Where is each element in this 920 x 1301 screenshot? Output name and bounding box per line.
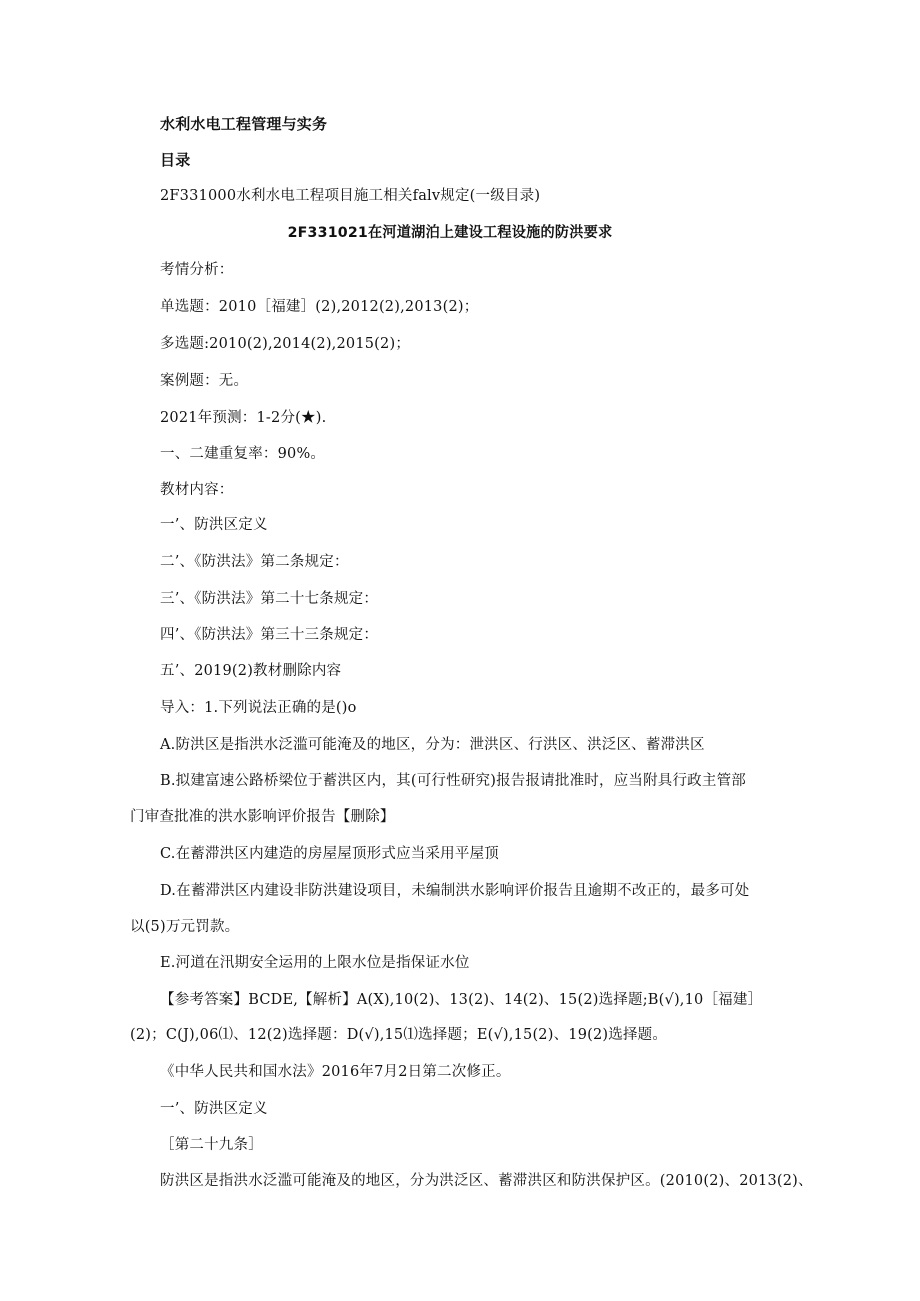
option-d-continued: 以(5)万元罚款。 <box>130 919 240 935</box>
answer-line-continued: (2)；C(J),06⑴、12(2)选择题：D(√),15⑴选择题；E(√),15(2)、19(2)选择题。 <box>130 1027 668 1043</box>
option-b-continued: 门审查批准的洪水影响评价报告【删除】 <box>130 809 395 825</box>
text-line: 一、二建重复率：90%。 <box>160 446 326 462</box>
text-line: 四’、《防洪法》第三十三条规定： <box>160 627 379 643</box>
text-line: 考情分析： <box>160 262 234 278</box>
toc-heading: 目录 <box>160 151 191 169</box>
text-line: ［第二十九条］ <box>160 1137 263 1153</box>
text-line: 一’、防洪区定义 <box>160 1101 268 1117</box>
text-line: 单选题：2010［福建］(2),2012(2),2013(2)； <box>160 299 479 315</box>
text-line: 五’、2019(2)教材删除内容 <box>160 663 342 679</box>
text-line: 二’、《防洪法》第二条规定： <box>160 554 349 570</box>
section-title: 2F331021在河道湖泊上建设工程设施的防洪要求 <box>287 225 613 241</box>
question-intro: 导入：1.下列说法正确的是()o <box>160 700 357 716</box>
text-line: 案例题：无。 <box>160 373 249 389</box>
option-b: B.拟建富速公路桥梁位于蓄洪区内，其(可行性研究)报告报请批准时，应当附具行政主管部 <box>160 773 746 789</box>
text-line: 教材内容： <box>160 482 234 498</box>
document-title: 水利水电工程管理与实务 <box>160 115 328 133</box>
text-line: 防洪区是指洪水泛滥可能淹及的地区，分为洪泛区、蓄滞洪区和防洪保护区。(2010(2)、2013(2)、 <box>160 1173 813 1189</box>
answer-line: 【参考答案】BCDE,【解析】A(X),10(2)、13(2)、14(2)、15(2)选择题;B(√),10［福建］ <box>160 992 763 1008</box>
text-line: 一’、防洪区定义 <box>160 517 268 533</box>
option-a: A.防洪区是指洪水泛滥可能淹及的地区，分为：泄洪区、行洪区、洪泛区、蓄滞洪区 <box>160 737 705 753</box>
text-line: 三’、《防洪法》第二十七条规定： <box>160 591 379 607</box>
option-d: D.在蓄滞洪区内建设非防洪建设项目，未编制洪水影响评价报告且逾期不改正的，最多可处 <box>160 883 750 899</box>
option-e: E.河道在汛期安全运用的上限水位是指保证水位 <box>160 955 470 971</box>
text-line: 2021年预测：1-2分(★). <box>160 410 327 426</box>
chapter-heading: 2F331000水利水电工程项目施工相关falv规定(一级目录) <box>160 188 541 204</box>
option-c: C.在蓄滞洪区内建造的房屋屋顶形式应当采用平屋顶 <box>160 846 499 862</box>
text-line: 多选题:2010(2),2014(2),2015(2)； <box>160 336 411 352</box>
text-line: 《中华人民共和国水法》2016年7月2日第二次修正。 <box>160 1064 511 1080</box>
